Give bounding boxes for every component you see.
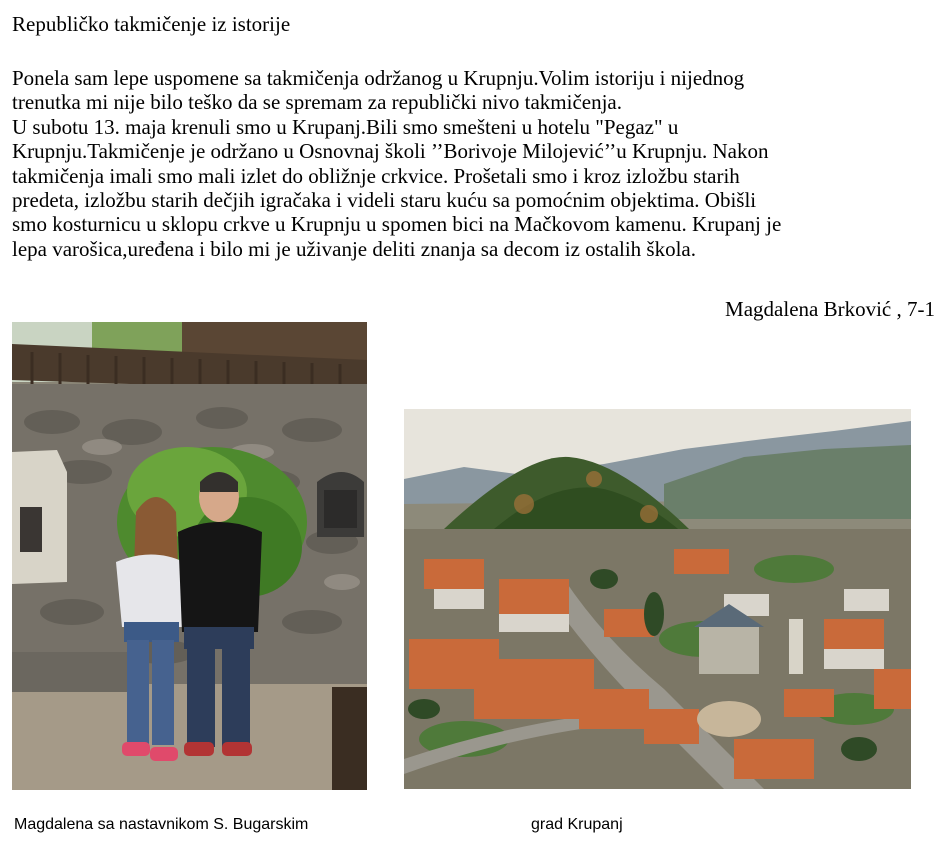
article-line: Ponela sam lepe uspomene sa takmičenja održanog u Krupnju.Volim istoriju i nijednog bbox=[12, 66, 745, 90]
article-line: takmičenja imali smo mali izlet do obližnje crkvice. Prošetali smo i kroz izložbu starih bbox=[12, 163, 740, 188]
photo-caption-right: grad Krupanj bbox=[531, 816, 623, 833]
photo-caption-left: Magdalena sa nastavnikom S. Bugarskim bbox=[14, 816, 309, 833]
author-signature: Magdalena Brković , 7-1 bbox=[725, 297, 935, 321]
article-line: lepa varošica,uređena i bilo mi je uživanje deliti znanja sa decom iz ostalih škola. bbox=[12, 236, 697, 261]
photo-student-teacher bbox=[12, 322, 367, 790]
article-line: U subotu 13. maja krenuli smo u Krupanj.Bili smo smešteni u hotelu "Pegaz" u bbox=[12, 114, 679, 139]
photo-town-krupanj bbox=[404, 409, 911, 789]
article-line: trenutka mi nije bilo teško da se spremam za republički nivo takmičenja. bbox=[12, 90, 622, 115]
article-line: Krupnju.Takmičenje je održano u Osnovnaj školi ’’Borivoje Milojević’’u Krupnju. Nakon bbox=[12, 139, 769, 164]
page-title: Republičko takmičenje iz istorije bbox=[12, 12, 291, 36]
article-body bbox=[12, 66, 937, 261]
article-line: smo kosturnicu u sklopu crkve u Krupnju u spomen bici na Mačkovom kamenu. Krupanj je bbox=[12, 212, 782, 237]
article-line: predeta, izložbu starih dečjih igračaka i videli staru kuću sa pomoćnim objektima. Obišli bbox=[12, 187, 757, 212]
